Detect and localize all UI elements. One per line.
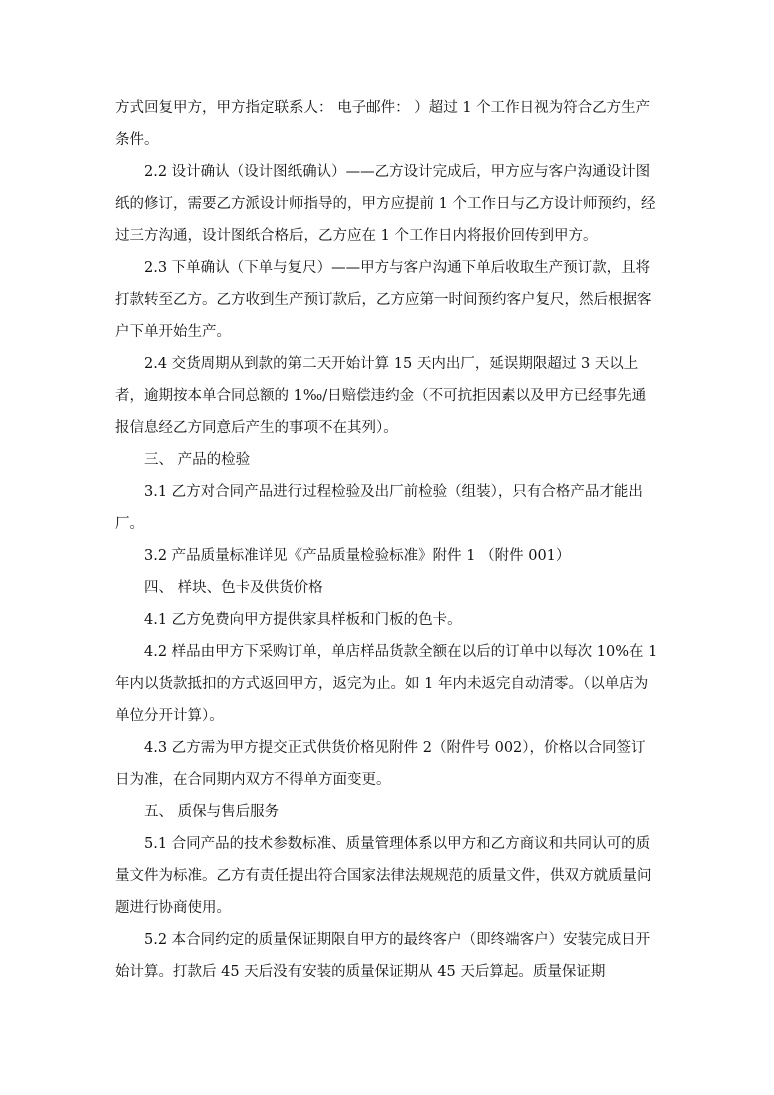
paragraph-1-cont: 方式回复甲方，甲方指定联系人： 电子邮件： ）超过 1 个工作日视为符合乙方生产条件。	[115, 100, 651, 148]
paragraph-4-1: 4.1 乙方免费向甲方提供家具样板和门板的色卡。	[144, 612, 462, 628]
paragraph-4-3: 4.3 乙方需为甲方提交正式供货价格见附件 2（附件号 002），价格以合同签订日为准，在合同期内双方不得单方面变更。	[115, 740, 646, 788]
paragraph-2-4: 2.4 交货周期从到款的第二天开始计算 15 天内出厂，延误期限超过 3 天以上者，逾期按本单合同总额的 1‰/日赔偿违约金（不可抗拒因素以及甲方已经事先通报信息经乙方同意后产生的事项不在其列）。	[115, 356, 647, 436]
paragraph-5-2: 5.2 本合同约定的质量保证期限自甲方的最终客户（即终端客户）安装完成日开始计算。打款后 45 天后没有安装的质量保证期从 45 天后算起。质量保证期	[115, 932, 651, 980]
section-heading-4: 四、 样块、色卡及供货价格	[144, 580, 323, 596]
paragraph-2-2: 2.2 设计确认（设计图纸确认）——乙方设计完成后，甲方应与客户沟通设计图纸的修订，需要乙方派设计师指导的，甲方应提前 1 个工作日与乙方设计师预约，经过三方沟通，设计图纸合格后，乙方应在 1 个工作日内将报价回传到甲方。	[115, 164, 656, 244]
paragraph-5-1: 5.1 合同产品的技术参数标准、质量管理体系以甲方和乙方商议和共同认可的质量文件为标准。乙方有责任提出符合国家法律法规规范的质量文件，供双方就质量问题进行协商使用。	[115, 836, 652, 916]
section-heading-5: 五、 质保与售后服务	[144, 804, 280, 820]
paragraph-2-3: 2.3 下单确认（下单与复尺）——甲方与客户沟通下单后收取生产预订款，且将打款转至乙方。乙方收到生产预订款后，乙方应第一时间预约客户复尺，然后根据客户下单开始生产。	[115, 260, 652, 340]
paragraph-3-1: 3.1 乙方对合同产品进行过程检验及出厂前检验（组装），只有合格产品才能出厂。	[115, 484, 643, 532]
paragraph-4-2: 4.2 样品由甲方下采购订单，单店样品货款全额在以后的订单中以每次 10%在 1 年内以货款抵扣的方式返回甲方，返完为止。如 1 年内未返完自动清零。（以单店为单位分开计算）。	[115, 644, 658, 724]
paragraph-3-2: 3.2 产品质量标准详见《产品质量检验标准》附件 1 （附件 001）	[144, 548, 571, 564]
section-heading-3: 三、 产品的检验	[144, 452, 251, 468]
document-body	[115, 92, 660, 988]
